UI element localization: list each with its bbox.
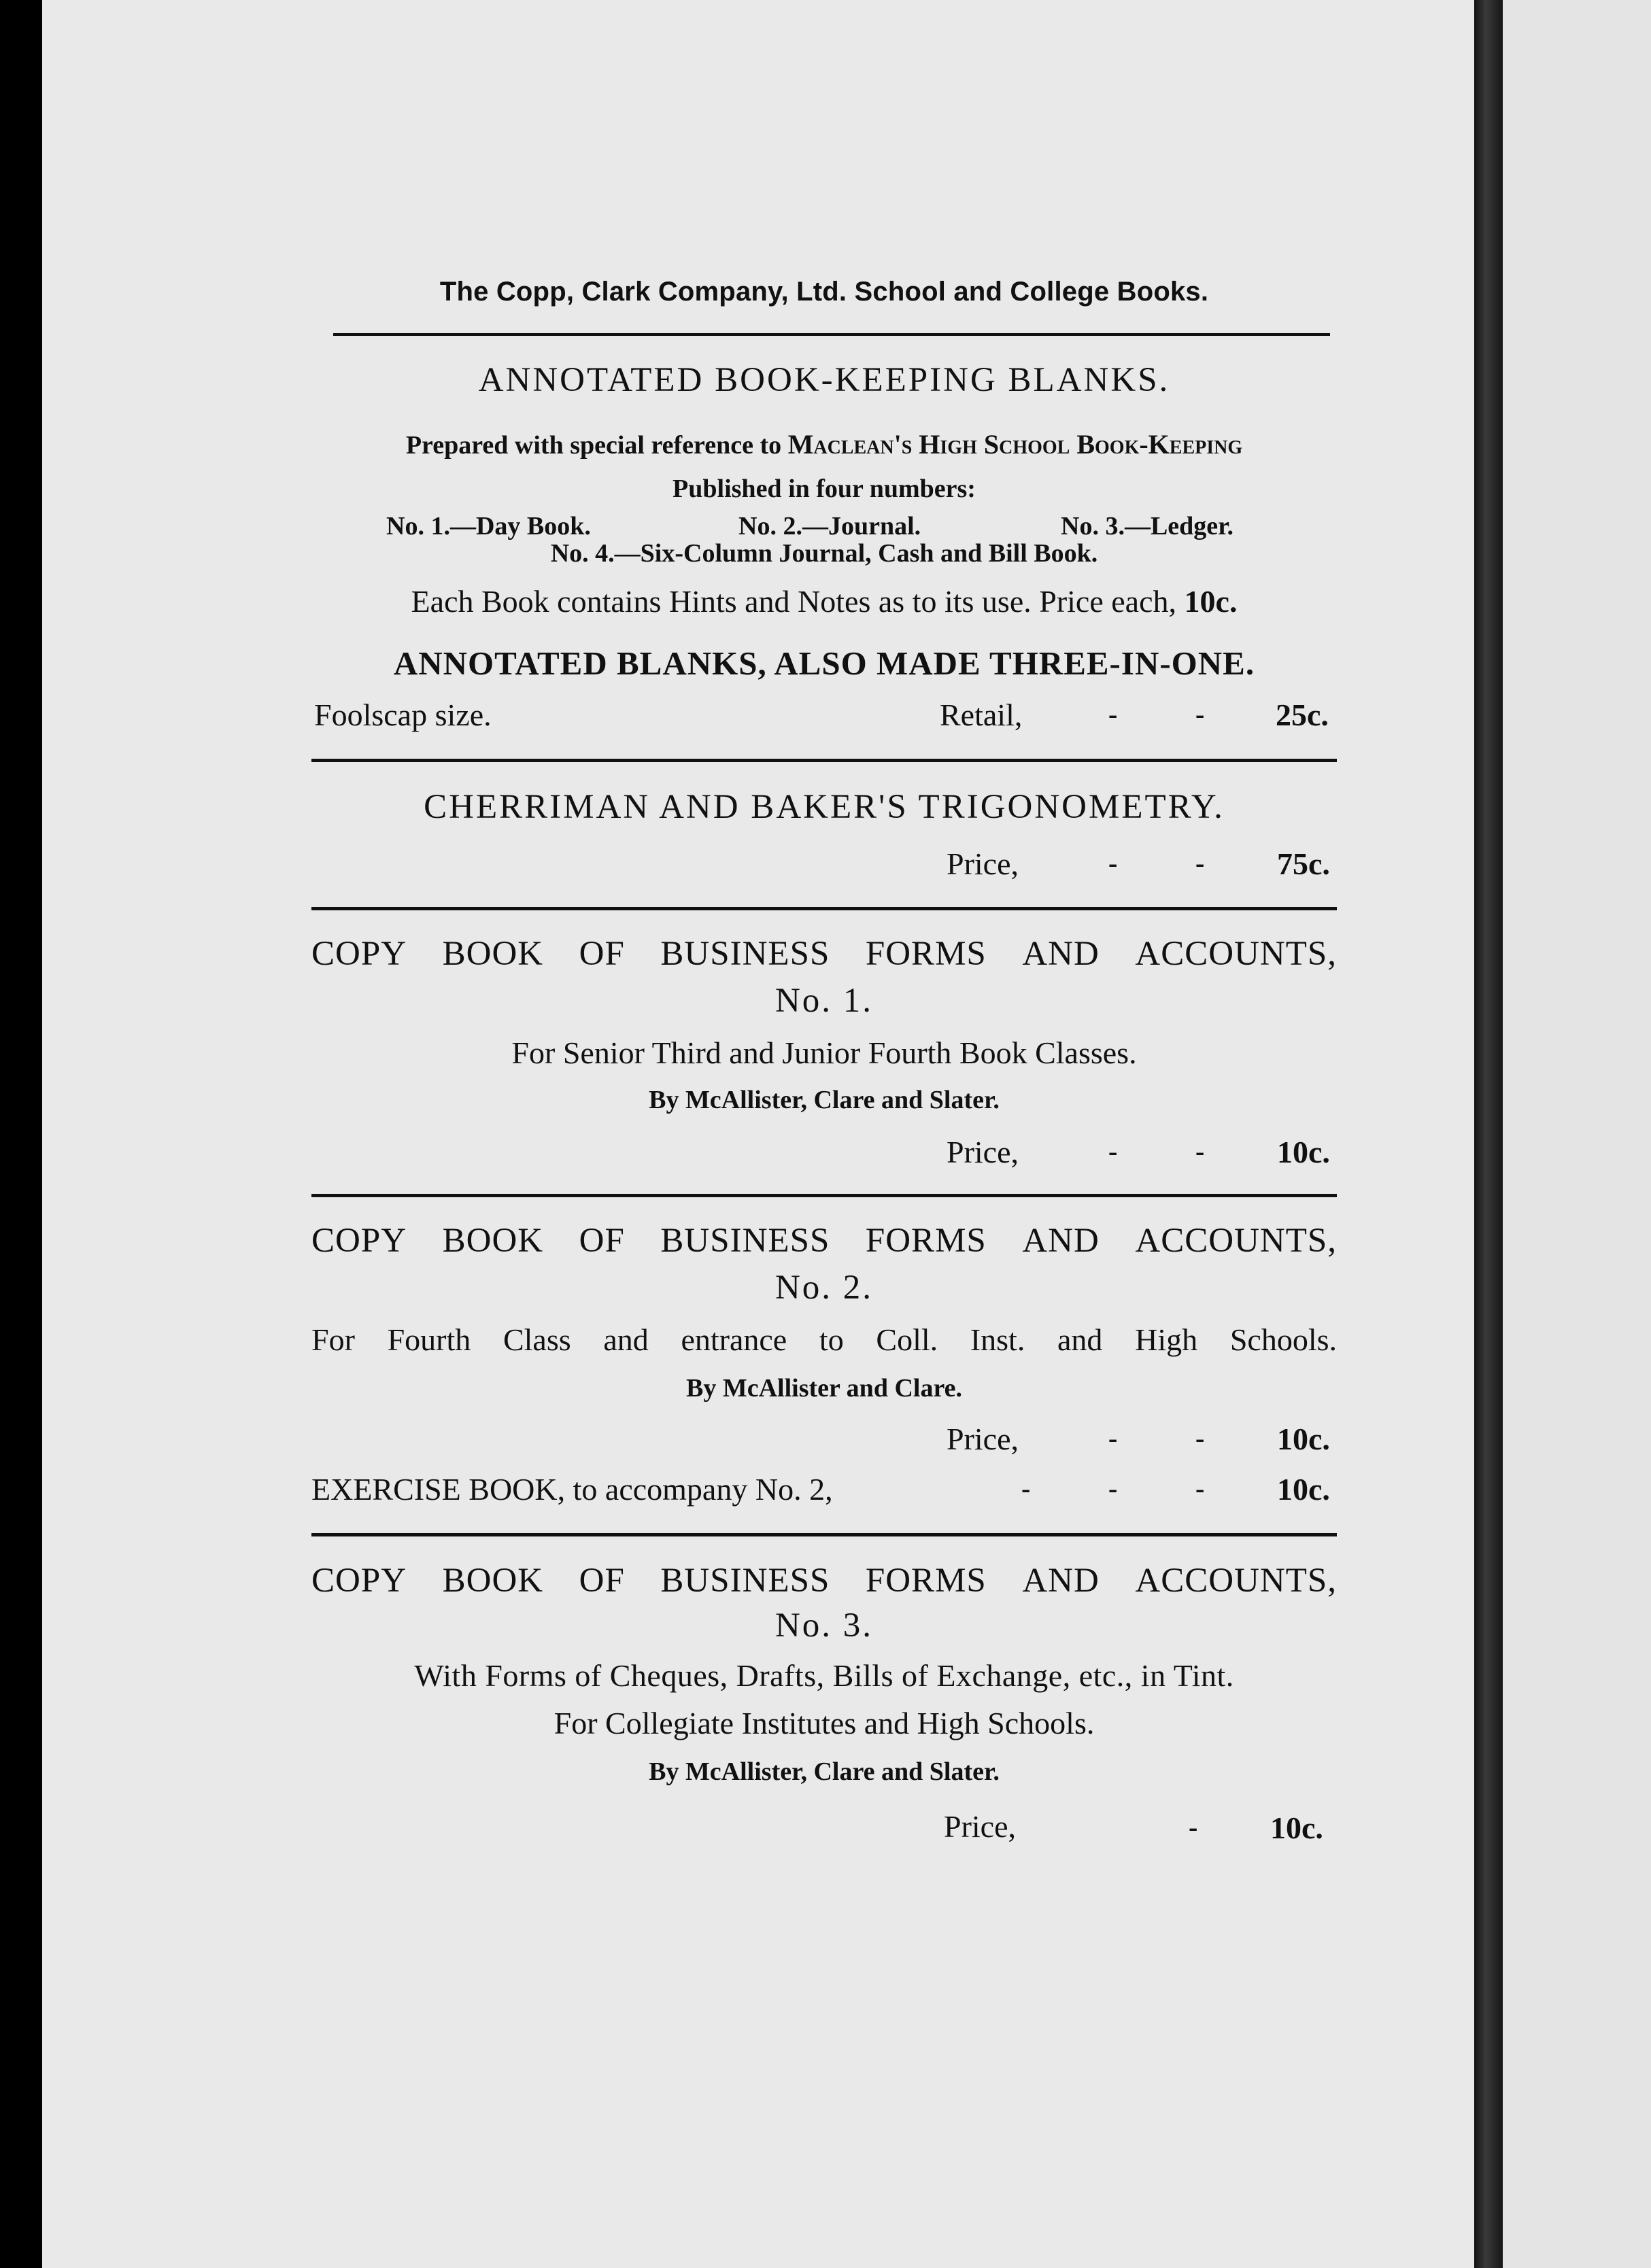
- section-rule: [311, 1194, 1337, 1197]
- leader-dot: -: [1195, 1423, 1205, 1454]
- leader-dot: -: [1021, 1473, 1031, 1504]
- title-word: BUSINESS: [660, 935, 830, 973]
- foolscap-size: Foolscap size.: [314, 698, 492, 732]
- title-word: BOOK: [442, 1562, 544, 1600]
- exercise-book-rest: , to accompany No. 2,: [557, 1472, 833, 1507]
- leader-dot: -: [1195, 848, 1205, 878]
- section-rule: [311, 907, 1337, 910]
- retail-label: Retail,: [940, 698, 1023, 732]
- leader-dot: -: [1108, 1473, 1118, 1504]
- number-two: No. 2.—Journal.: [738, 512, 921, 540]
- title-word: BOOK: [442, 1222, 544, 1260]
- prepared-line: [311, 428, 1337, 460]
- title-word: AND: [1022, 935, 1100, 973]
- price-label: Price,: [944, 1809, 1017, 1844]
- section-title-copy-book-2: [311, 1221, 1337, 1260]
- leader-dot: -: [1189, 1812, 1198, 1842]
- copy-book-1-for-line: For Senior Third and Junior Fourth Book Classes.: [511, 1035, 1137, 1070]
- price-10c: 10c.: [1277, 1135, 1330, 1169]
- title-word: OF: [579, 1222, 625, 1260]
- number-three: No. 3.—Ledger.: [1061, 512, 1234, 540]
- maclean-book-title: Maclean's High School Book-Keeping: [787, 429, 1243, 460]
- leader-dot: -: [1108, 1136, 1118, 1167]
- published-line: Published in four numbers:: [673, 475, 976, 503]
- title-word: AND: [1022, 1222, 1100, 1260]
- title-word: FORMS: [865, 935, 987, 973]
- prepared-prefix: Prepared with special reference to: [405, 431, 788, 460]
- price-75c: 75c.: [1277, 846, 1330, 881]
- section-title-annotated-blanks: ANNOTATED BOOK-KEEPING BLANKS.: [478, 361, 1170, 399]
- leader-dot: -: [1195, 1473, 1205, 1504]
- section-title-trigonometry: CHERRIMAN AND BAKER'S TRIGONOMETRY.: [424, 788, 1225, 826]
- leader-dot: -: [1195, 699, 1205, 729]
- for-word: For: [311, 1322, 355, 1357]
- number-one: No. 1.—Day Book.: [386, 512, 591, 540]
- title-word: BUSINESS: [660, 1222, 830, 1260]
- title-word: ACCOUNTS,: [1135, 1562, 1337, 1600]
- title-word: FORMS: [865, 1562, 987, 1600]
- leader-dot: -: [1108, 1423, 1118, 1454]
- price-label: Price,: [947, 1135, 1019, 1169]
- hints-text: Each Book contains Hints and Notes as to its use. Price each,: [411, 584, 1185, 619]
- copy-book-1-authors: By McAllister, Clare and Slater.: [649, 1086, 1000, 1114]
- right-page-edge: [1503, 0, 1651, 2268]
- copy-book-2-for-line: [311, 1322, 1337, 1358]
- price-label: Price,: [947, 846, 1019, 881]
- copy-book-2-authors: By McAllister and Clare.: [686, 1374, 962, 1403]
- title-word: COPY: [311, 935, 407, 973]
- title-word: BOOK: [442, 935, 544, 973]
- title-word: OF: [579, 935, 625, 973]
- copy-book-3-for-line: For Collegiate Institutes and High Schools.: [554, 1706, 1095, 1740]
- section-title-three-in-one: ANNOTATED BLANKS, ALSO MADE THREE-IN-ONE.: [393, 645, 1255, 682]
- hints-price: 10c.: [1184, 584, 1238, 619]
- title-word: OF: [579, 1562, 625, 1600]
- title-word: ACCOUNTS,: [1135, 935, 1337, 973]
- catalogue-content: [311, 0, 1337, 2268]
- title-word: AND: [1022, 1562, 1100, 1600]
- title-word: ACCOUNTS,: [1135, 1222, 1337, 1260]
- title-word: COPY: [311, 1222, 407, 1260]
- for-word: and: [1057, 1322, 1103, 1357]
- number-four: No. 4.—Six-Column Journal, Cash and Bill Book.: [550, 539, 1098, 568]
- exercise-price-10c: 10c.: [1277, 1472, 1330, 1507]
- copy-book-2-number: No. 2.: [775, 1269, 874, 1307]
- section-rule: [311, 759, 1337, 762]
- exercise-book-line: [311, 1471, 833, 1507]
- publisher-header: The Copp, Clark Company, Ltd. School and College Books.: [439, 277, 1209, 307]
- title-word: COPY: [311, 1562, 407, 1600]
- exercise-book-label: EXERCISE BOOK: [311, 1472, 558, 1507]
- for-word: entrance: [681, 1322, 787, 1357]
- for-word: to: [819, 1322, 844, 1357]
- for-word: High: [1135, 1322, 1198, 1357]
- for-word: Inst.: [970, 1322, 1025, 1357]
- leader-dot: -: [1195, 1136, 1205, 1167]
- header-rule: [333, 333, 1330, 336]
- copy-book-3-forms-line: With Forms of Cheques, Drafts, Bills of Exchange, etc., in Tint.: [414, 1658, 1234, 1693]
- for-word: Coll.: [876, 1322, 938, 1357]
- section-title-copy-book-1: [311, 934, 1337, 974]
- hints-line: [311, 583, 1337, 619]
- for-word: Schools.: [1229, 1322, 1337, 1357]
- copy-book-3-authors: By McAllister, Clare and Slater.: [649, 1757, 1000, 1786]
- price-10c: 10c.: [1270, 1810, 1323, 1845]
- price-25c: 25c.: [1276, 698, 1329, 732]
- book-spine: [1474, 0, 1503, 2268]
- price-10c: 10c.: [1277, 1422, 1330, 1456]
- title-word: BUSINESS: [660, 1562, 830, 1600]
- copy-book-1-number: No. 1.: [775, 982, 874, 1020]
- section-title-copy-book-3: [311, 1561, 1337, 1600]
- title-word: FORMS: [865, 1222, 987, 1260]
- section-rule: [311, 1533, 1337, 1536]
- copy-book-3-number: No. 3.: [775, 1606, 874, 1645]
- leader-dot: -: [1108, 699, 1118, 729]
- for-word: and: [603, 1322, 649, 1357]
- leader-dot: -: [1108, 848, 1118, 878]
- for-word: Fourth: [387, 1322, 471, 1357]
- for-word: Class: [503, 1322, 571, 1357]
- price-label: Price,: [947, 1422, 1019, 1456]
